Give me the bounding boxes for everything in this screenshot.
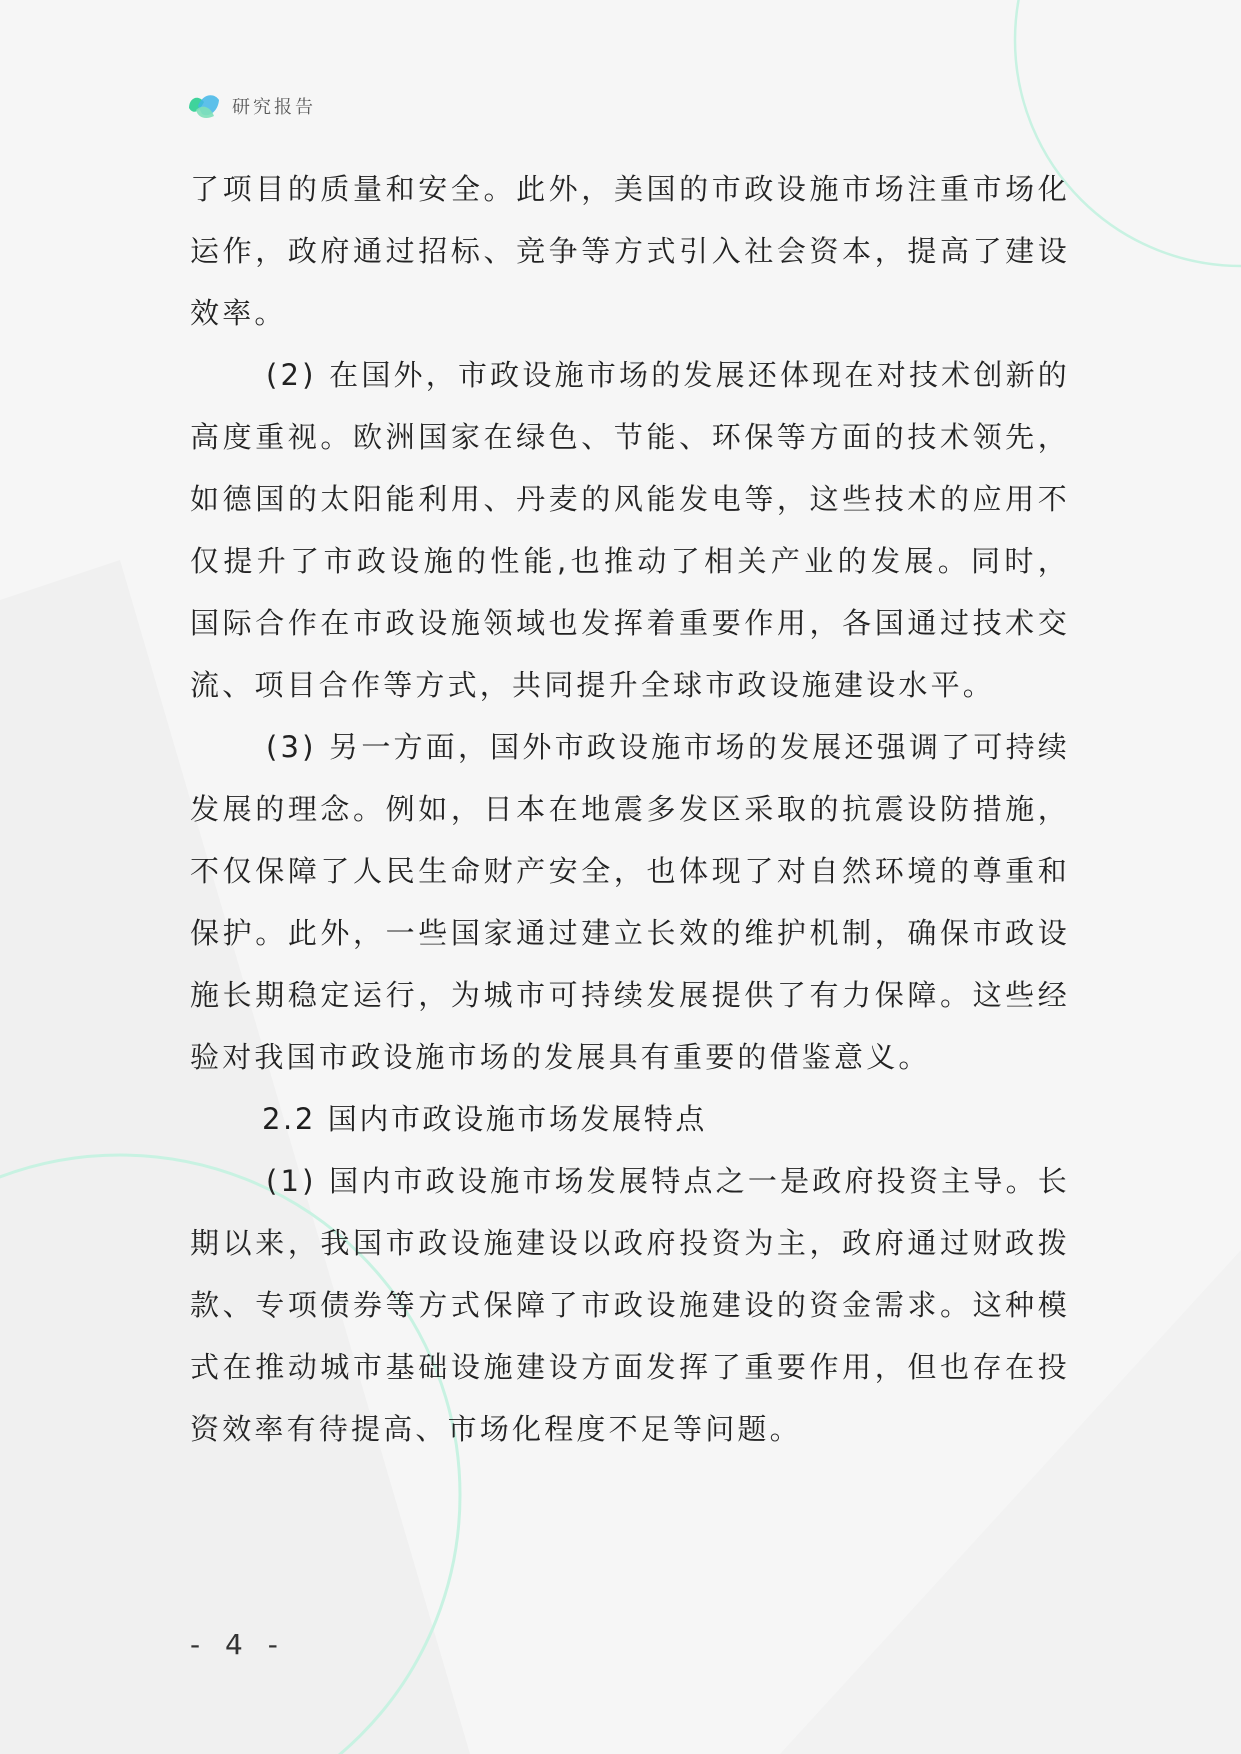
paragraph-3: (3) 另一方面，国外市政设施市场的发展还强调了可持续发展的理念。例如，日本在地震多发区采取的抗震设防措施，不仅保障了人民生命财产安全，也体现了对自然环境的尊重和保护。此外，一些国家通过建立长效的维护机制，确保市政设施长期稳定运行，为城市可持续发展提供了有力保障。这些经验对我国市政设施市场的发展具有重要的借鉴意义。 xyxy=(190,730,1070,1074)
leaf-logo-icon xyxy=(186,88,222,124)
paragraph-4: (1) 国内市政设施市场发展特点之一是政府投资主导。长期以来，我国市政设施建设以政府投资为主，政府通过财政拨款、专项债券等方式保障了市政设施建设的资金需求。这种模式在推动城市基础设施建设方面发挥了重要作用，但也存在投资效率有待提高、市场化程度不足等问题。 xyxy=(190,1164,1070,1446)
header-label: 研究报告 xyxy=(232,97,316,118)
section-heading: 2.2 国内市政设施市场发展特点 xyxy=(262,1102,707,1136)
paragraph-2: (2) 在国外，市政设施市场的发展还体现在对技术创新的高度重视。欧洲国家在绿色、节能、环保等方面的技术领先，如德国的太阳能利用、丹麦的风能发电等，这些技术的应用不仅提升了市政设施的性能,也推动了相关产业的发展。同时，国际合作在市政设施领域也发挥着重要作用，各国通过技术交流、项目合作等方式，共同提升全球市政设施建设水平。 xyxy=(190,358,1070,702)
page-number: - 4 - xyxy=(190,1628,286,1661)
page-header xyxy=(186,86,316,126)
paragraph-continuation: 了项目的质量和安全。此外，美国的市政设施市场注重市场化运作，政府通过招标、竞争等方式引入社会资本，提高了建设效率。 xyxy=(190,172,1070,330)
document-body xyxy=(190,158,1070,1460)
